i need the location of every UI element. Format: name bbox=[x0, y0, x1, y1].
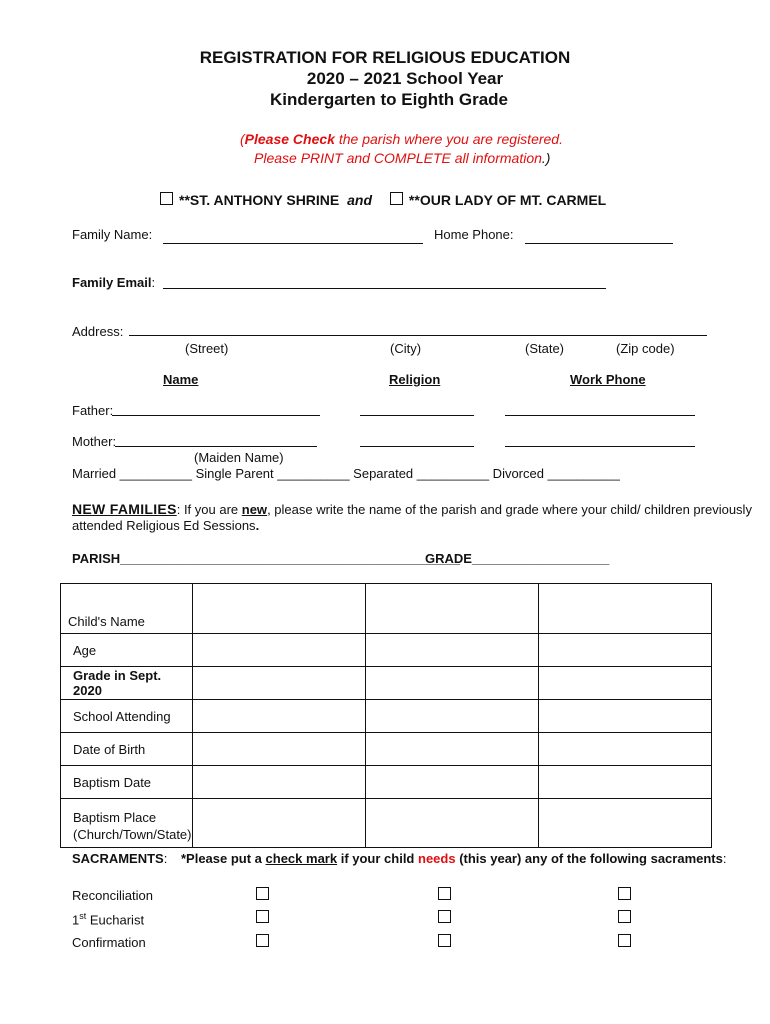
childs-name-label: Child's Name bbox=[68, 614, 145, 629]
family-name-field[interactable] bbox=[163, 243, 423, 244]
dob-label: Date of Birth bbox=[73, 741, 146, 757]
new-word: new bbox=[241, 502, 268, 517]
mother-religion-field[interactable] bbox=[360, 446, 474, 447]
instruction-rest: the parish where you are registered. bbox=[334, 131, 563, 147]
print-complete: Please PRINT and COMPLETE all information bbox=[254, 150, 542, 166]
father-label: Father: bbox=[72, 403, 114, 418]
row-label-school bbox=[61, 700, 193, 733]
marital-status-line: Married __________ Single Parent __________ Separated __________ Divorced __________ bbox=[72, 466, 620, 481]
new-families-period: . bbox=[255, 518, 260, 533]
parish-field[interactable]: PARISH_______________________________________________ bbox=[72, 551, 460, 566]
child-2-baptism-date-cell[interactable] bbox=[365, 766, 538, 799]
maiden-name-label: (Maiden Name) bbox=[194, 450, 284, 465]
grade-label: Grade in Sept. 2020 bbox=[73, 668, 162, 698]
baptism-place-label: Baptism Place bbox=[73, 810, 157, 825]
sacraments-line bbox=[72, 851, 726, 866]
st-anthony-checkbox[interactable] bbox=[160, 192, 173, 205]
child-1-grade-cell[interactable] bbox=[192, 667, 365, 700]
st-anthony-label: **ST. ANTHONY SHRINE bbox=[179, 192, 340, 208]
child-1-reconciliation-checkbox[interactable] bbox=[256, 887, 269, 900]
row-label-baptism-place bbox=[61, 799, 193, 848]
child-2-school-cell[interactable] bbox=[365, 700, 538, 733]
table-row bbox=[61, 584, 712, 634]
row-label-baptism-date bbox=[61, 766, 193, 799]
col-work-phone-header: Work Phone bbox=[570, 372, 646, 387]
mother-name-field[interactable] bbox=[115, 446, 317, 447]
child-2-baptism-place-cell[interactable] bbox=[365, 799, 538, 848]
eucharist-label bbox=[72, 911, 144, 927]
child-1-school-cell[interactable] bbox=[192, 700, 365, 733]
table-row bbox=[61, 700, 712, 733]
eucharist-number: 1 bbox=[72, 912, 80, 928]
child-2-grade-cell[interactable] bbox=[365, 667, 538, 700]
children-table bbox=[60, 583, 712, 848]
row-label-age bbox=[61, 634, 193, 667]
new-families-line-2 bbox=[72, 518, 259, 533]
row-label-dob bbox=[61, 733, 193, 766]
street-label: (Street) bbox=[185, 341, 229, 356]
our-lady-checkbox[interactable] bbox=[390, 192, 403, 205]
note-b: if your child bbox=[337, 851, 418, 866]
state-label: (State) bbox=[525, 341, 565, 356]
needs-text: needs bbox=[418, 851, 456, 866]
family-name-label: Family Name: bbox=[72, 227, 153, 242]
address-field[interactable] bbox=[129, 335, 707, 336]
grade-range: Kindergarten to Eighth Grade bbox=[269, 90, 509, 109]
child-3-baptism-date-cell[interactable] bbox=[538, 766, 711, 799]
baptism-date-label: Baptism Date bbox=[73, 774, 152, 790]
row-label-grade bbox=[61, 667, 193, 700]
email-colon: : bbox=[151, 275, 156, 290]
please-check: Please Check bbox=[244, 131, 335, 147]
our-lady-label: **OUR LADY OF MT. CARMEL bbox=[408, 192, 607, 208]
home-phone-label: Home Phone: bbox=[434, 227, 514, 242]
parish-choice bbox=[160, 192, 606, 208]
child-3-school-cell[interactable] bbox=[538, 700, 711, 733]
col-name-header: Name bbox=[163, 372, 199, 387]
new-families-heading: NEW FAMILIES bbox=[72, 501, 177, 517]
open-paren: ( bbox=[240, 131, 245, 147]
child-2-age-cell[interactable] bbox=[365, 634, 538, 667]
and-label: and bbox=[347, 192, 373, 208]
child-1-baptism-date-cell[interactable] bbox=[192, 766, 365, 799]
instruction-line-2 bbox=[254, 150, 550, 166]
new-families-text-c: attended Religious Ed Sessions bbox=[72, 518, 256, 533]
child-3-eucharist-checkbox[interactable] bbox=[618, 910, 631, 923]
table-row bbox=[61, 667, 712, 700]
family-email-text: Family Email bbox=[72, 275, 152, 290]
note-a: *Please put a bbox=[180, 851, 266, 866]
child-1-confirmation-checkbox[interactable] bbox=[256, 934, 269, 947]
father-name-field[interactable] bbox=[112, 415, 320, 416]
child-1-eucharist-checkbox[interactable] bbox=[256, 910, 269, 923]
form-title: REGISTRATION FOR RELIGIOUS EDUCATION bbox=[199, 48, 571, 67]
father-work-phone-field[interactable] bbox=[505, 415, 695, 416]
eucharist-text: Eucharist bbox=[86, 912, 145, 928]
grade-field[interactable]: GRADE___________________ bbox=[425, 551, 610, 566]
note-end: : bbox=[722, 851, 727, 866]
child-3-baptism-place-cell[interactable] bbox=[538, 799, 711, 848]
city-label: (City) bbox=[390, 341, 422, 356]
child-3-dob-cell[interactable] bbox=[538, 733, 711, 766]
child-1-dob-cell[interactable] bbox=[192, 733, 365, 766]
table-row bbox=[61, 634, 712, 667]
home-phone-field[interactable] bbox=[525, 243, 673, 244]
child-2-eucharist-checkbox[interactable] bbox=[438, 910, 451, 923]
col-religion-header: Religion bbox=[389, 372, 441, 387]
sacraments-colon: : bbox=[163, 851, 168, 866]
child-2-name-cell[interactable] bbox=[365, 584, 538, 634]
child-2-confirmation-checkbox[interactable] bbox=[438, 934, 451, 947]
close-paren: .) bbox=[541, 150, 551, 166]
father-religion-field[interactable] bbox=[360, 415, 474, 416]
table-row bbox=[61, 766, 712, 799]
child-3-confirmation-checkbox[interactable] bbox=[618, 934, 631, 947]
child-2-reconciliation-checkbox[interactable] bbox=[438, 887, 451, 900]
family-email-label bbox=[72, 275, 155, 290]
sacraments-label: SACRAMENTS bbox=[72, 851, 164, 866]
child-3-grade-cell[interactable] bbox=[538, 667, 711, 700]
age-label: Age bbox=[73, 642, 97, 658]
table-row bbox=[61, 799, 712, 848]
child-3-age-cell[interactable] bbox=[538, 634, 711, 667]
new-families-text-a: : If you are bbox=[176, 502, 242, 517]
row-label-childs-name bbox=[61, 584, 193, 634]
check-mark-text: check mark bbox=[265, 851, 338, 866]
child-1-name-cell[interactable] bbox=[192, 584, 365, 634]
baptism-place-sublabel: (Church/Town/State) bbox=[73, 827, 192, 842]
sacraments-note bbox=[181, 851, 723, 866]
mother-label: Mother: bbox=[72, 434, 117, 449]
instruction-line-1 bbox=[240, 131, 563, 147]
note-c: (this year) any of the following sacraments bbox=[455, 851, 723, 866]
school-year: 2020 – 2021 School Year bbox=[306, 69, 504, 88]
eucharist-superscript: st bbox=[79, 911, 87, 921]
reconciliation-label: Reconciliation bbox=[72, 888, 153, 903]
new-families-line-1 bbox=[72, 501, 752, 517]
school-label: School Attending bbox=[73, 708, 171, 724]
child-2-dob-cell[interactable] bbox=[365, 733, 538, 766]
confirmation-label: Confirmation bbox=[72, 935, 146, 950]
child-1-baptism-place-cell[interactable] bbox=[192, 799, 365, 848]
new-families-text-b: , please write the name of the parish and grade where your child/ children previously bbox=[267, 502, 752, 517]
child-1-age-cell[interactable] bbox=[192, 634, 365, 667]
child-3-name-cell[interactable] bbox=[538, 584, 711, 634]
child-3-reconciliation-checkbox[interactable] bbox=[618, 887, 631, 900]
family-email-field[interactable] bbox=[163, 288, 606, 289]
table-row bbox=[61, 733, 712, 766]
zip-label: (Zip code) bbox=[616, 341, 675, 356]
address-label: Address: bbox=[72, 324, 124, 339]
mother-work-phone-field[interactable] bbox=[505, 446, 695, 447]
